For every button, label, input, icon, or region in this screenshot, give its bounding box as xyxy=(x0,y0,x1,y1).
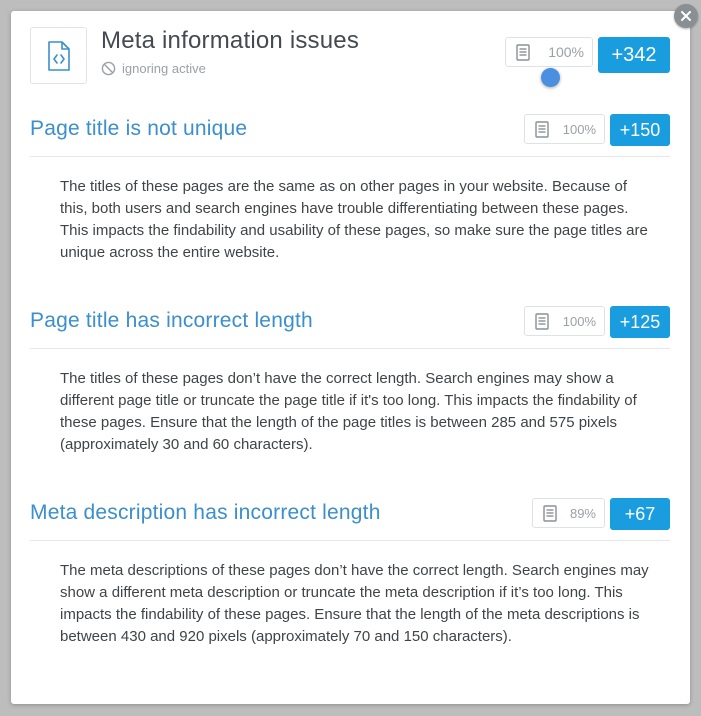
section-divider xyxy=(30,540,670,541)
issue-percent-value: 89% xyxy=(569,505,596,521)
close-icon xyxy=(681,11,691,21)
document-icon xyxy=(516,44,530,61)
issue-percent-box[interactable] xyxy=(532,498,605,528)
ignore-status[interactable] xyxy=(101,61,206,76)
section-divider xyxy=(30,348,670,349)
code-file-icon xyxy=(47,41,71,71)
issue-description: The meta descriptions of these pages don’t have the correct length. Search engines may show a different meta description or truncate the meta description if it’s too long. This impacts the findability of these pages. Ensure that the length of the meta descriptions is between 430 and 920 pixels (approximately 70 and 150 characters). xyxy=(60,562,649,645)
header-count-button[interactable]: +342 xyxy=(598,37,670,73)
issue-count-button[interactable]: +67 xyxy=(610,498,670,530)
issue-percent-box[interactable] xyxy=(524,114,605,144)
ban-icon xyxy=(101,61,116,76)
issue-description: The titles of these pages are the same as on other pages in your website. Because of this, both users and search engines have trouble differentiating between these pages. This impacts the findability and usability of these pages, so make sure the page titles are unique across the entire website. xyxy=(60,178,648,261)
issue-title-incorrect-length[interactable]: Page title has incorrect length xyxy=(30,309,313,332)
section-divider xyxy=(30,156,670,157)
ignore-label: ignoring active xyxy=(122,61,206,76)
document-icon xyxy=(543,505,557,522)
percent-slider-handle[interactable] xyxy=(541,68,560,87)
issue-count-button[interactable]: +125 xyxy=(610,306,670,338)
code-file-icon-box xyxy=(30,27,87,84)
issues-modal xyxy=(11,11,690,704)
issue-title-meta-description-length[interactable]: Meta description has incorrect length xyxy=(30,501,381,524)
modal-header xyxy=(11,11,690,91)
document-icon xyxy=(535,121,549,138)
issue-description: The titles of these pages don’t have the correct length. Search engines may show a different page title or truncate the page title if it's too long. This impacts the findability of these pages. Ensure that the length of the page titles is between 285 and 575 pixels (approximately 30 and 60 characters). xyxy=(60,370,637,453)
header-percent-box[interactable] xyxy=(505,37,593,67)
header-percent-value: 100% xyxy=(548,44,584,60)
issue-percent-box[interactable] xyxy=(524,306,605,336)
issue-title-not-unique[interactable]: Page title is not unique xyxy=(30,117,248,140)
issue-percent-value: 100% xyxy=(562,121,596,137)
issue-count-button[interactable]: +150 xyxy=(610,114,670,146)
issue-percent-value: 100% xyxy=(562,313,596,329)
document-icon xyxy=(535,313,549,330)
page-title: Meta information issues xyxy=(101,27,360,54)
close-button[interactable] xyxy=(674,4,698,28)
